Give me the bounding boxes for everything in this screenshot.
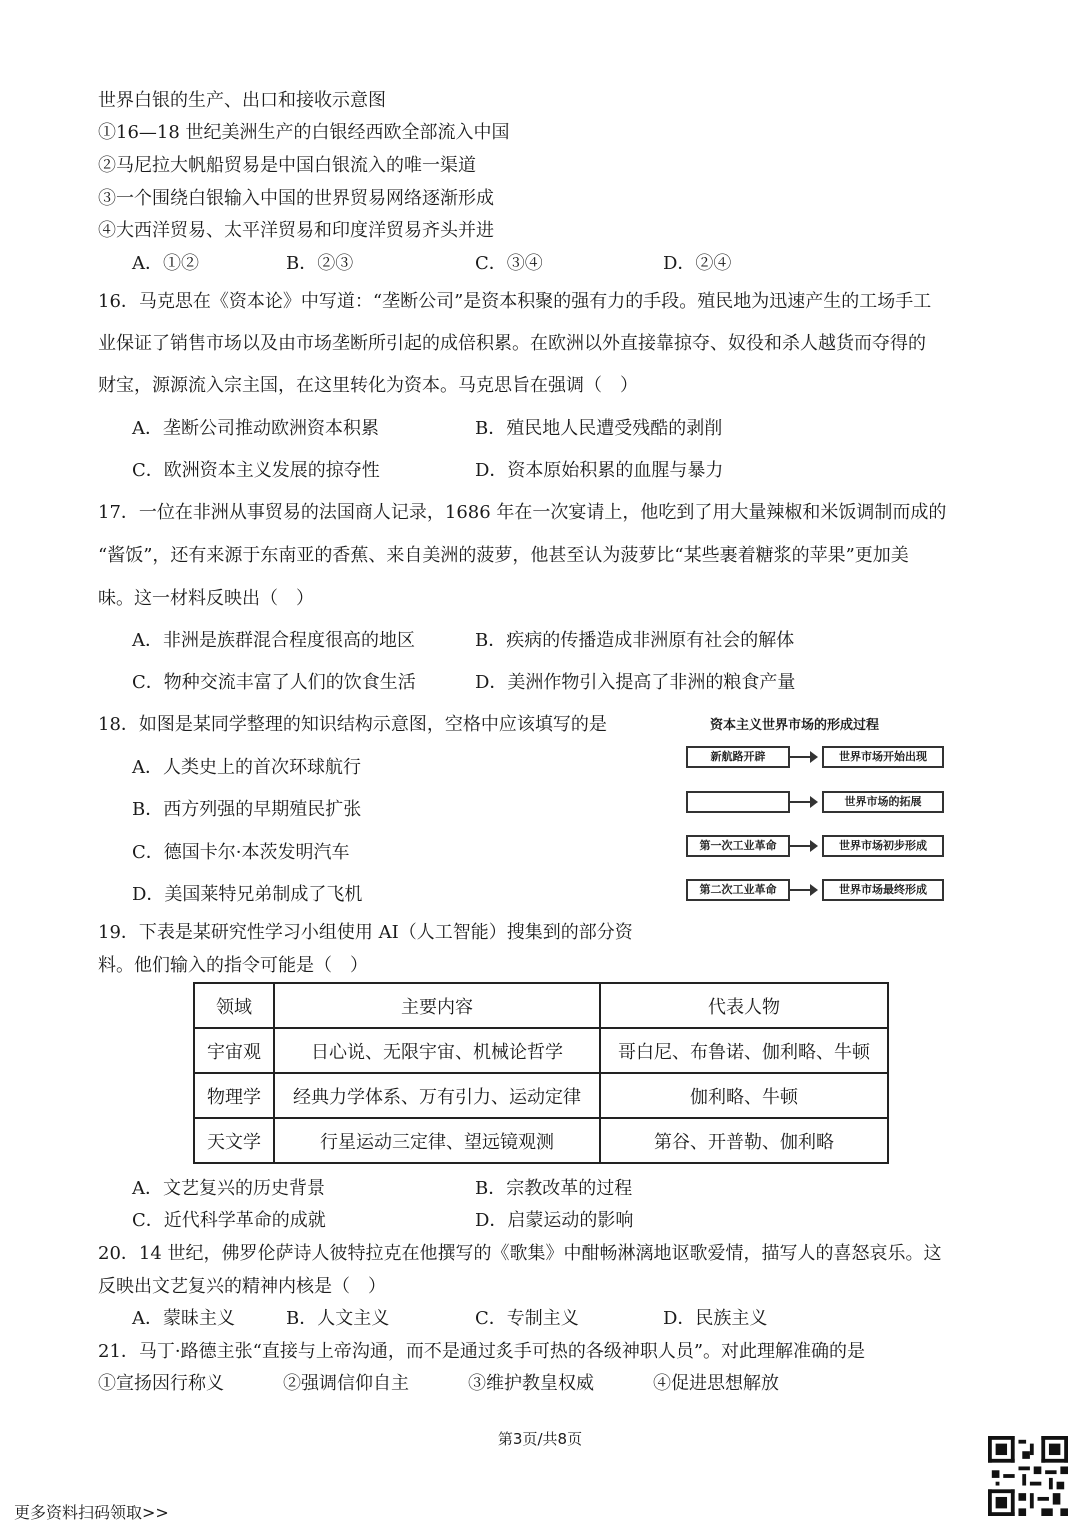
q21-item-4: ④促进思想解放 [653,1373,779,1394]
q19-option-b[interactable]: B．宗教改革的过程 [475,1178,633,1199]
table-cell: 日心说、无限宇宙、机械论哲学 [274,1028,600,1073]
q15-item-1: ①16—18 世纪美洲生产的白银经西欧全部流入中国 [98,122,510,143]
qr-code-icon[interactable] [988,1436,1068,1516]
diagram-right-box-2: 世界市场的拓展 [822,791,944,813]
q19-option-d[interactable]: D．启蒙运动的影响 [475,1210,634,1231]
q19-option-a[interactable]: A．文艺复兴的历史背景 [132,1178,325,1199]
q15-item-4: ④大西洋贸易、太平洋贸易和印度洋贸易齐头并进 [98,220,494,241]
q16-option-d[interactable]: D．资本原始积累的血腥与暴力 [475,460,724,481]
diagram-right-box-4: 世界市场最终形成 [822,879,944,901]
q20-option-a[interactable]: A．蒙昧主义 [132,1308,235,1329]
q15-option-b[interactable]: B．②③ [286,253,354,274]
q21-stem: 21．马丁·路德主张“直接与上帝沟通，而不是通过炙手可热的各级神职人员”。对此理解准确的是 [98,1341,866,1362]
q17-stem-line-1: 17．一位在非洲从事贸易的法国商人记录，1686 年在一次宴请上，他吃到了用大量辣椒和米饭调制而成的 [98,502,947,523]
q17-option-d[interactable]: D．美洲作物引入提高了非洲的粮食产量 [475,672,796,693]
table-header-cell: 代表人物 [600,983,888,1028]
q15-option-d[interactable]: D．②④ [663,253,732,274]
table-header-cell: 领域 [194,983,274,1028]
q20-option-d[interactable]: D．民族主义 [663,1308,768,1329]
promo-link[interactable]: 更多资料扫码领取>> [14,1503,169,1522]
diagram-left-box-3: 第一次工业革命 [686,835,790,857]
diagram-left-box-4: 第二次工业革命 [686,879,790,901]
q20-stem-line-1: 20．14 世纪，佛罗伦萨诗人彼特拉克在他撰写的《歌集》中酣畅淋漓地讴歌爱情，描写人的喜怒哀乐。这 [98,1243,942,1264]
q16-stem-line-1: 16．马克思在《资本论》中写道：“垄断公司”是资本积聚的强有力的手段。殖民地为迅速产生的工场手工 [98,291,932,312]
table-cell: 行星运动三定律、望远镜观测 [274,1118,600,1163]
table-cell: 伽利略、牛顿 [600,1073,888,1118]
q17-option-c[interactable]: C．物种交流丰富了人们的饮食生活 [132,672,416,693]
q15-option-c[interactable]: C．③④ [475,253,543,274]
q20-option-c[interactable]: C．专制主义 [475,1308,579,1329]
q16-stem-line-2: 业保证了销售市场以及由市场垄断所引起的成倍积累。在欧洲以外直接靠掠夺、奴役和杀人越货而夺得的 [98,333,926,354]
knowledge-structure-diagram [680,714,950,904]
q15-item-3: ③一个围绕白银输入中国的世界贸易网络逐渐形成 [98,188,494,209]
table-row [194,1118,888,1163]
table-cell: 天文学 [194,1118,274,1163]
q18-option-d[interactable]: D．美国莱特兄弟制成了飞机 [132,884,363,905]
diagram-arrow-2 [788,801,812,803]
q16-option-a[interactable]: A．垄断公司推动欧洲资本积累 [132,418,379,439]
q17-option-a[interactable]: A．非洲是族群混合程度很高的地区 [132,630,415,651]
table-header-row [194,983,888,1028]
q19-table [193,982,889,1164]
q16-stem-line-3: 财宝，源源流入宗主国，在这里转化为资本。马克思旨在强调（ ） [98,375,638,396]
table-cell: 物理学 [194,1073,274,1118]
q15-item-2: ②马尼拉大帆船贸易是中国白银流入的唯一渠道 [98,155,476,176]
table-cell: 哥白尼、布鲁诺、伽利略、牛顿 [600,1028,888,1073]
table-row [194,1028,888,1073]
page-number: 第3页/共8页 [497,1430,583,1448]
q17-stem-line-2: “酱饭”，还有来源于东南亚的香蕉、来自美洲的菠萝，他甚至认为菠萝比“某些裹着糖浆的苹果”更加美 [98,545,909,566]
diagram-arrow-3 [788,845,812,847]
q18-option-a[interactable]: A．人类史上的首次环球航行 [132,757,361,778]
q15-option-a[interactable]: A．①② [132,253,199,274]
q17-option-b[interactable]: B．疾病的传播造成非洲原有社会的解体 [475,630,795,651]
diagram-right-box-1: 世界市场开始出现 [822,746,944,768]
diagram-arrow-4 [788,889,812,891]
q21-item-1: ①宣扬因行称义 [98,1373,224,1394]
table-cell: 宇宙观 [194,1028,274,1073]
q19-stem-line-1: 19．下表是某研究性学习小组使用 AI（人工智能）搜集到的部分资 [98,922,633,943]
diagram-right-box-3: 世界市场初步形成 [822,835,944,857]
q18-stem: 18．如图是某同学整理的知识结构示意图，空格中应该填写的是 [98,714,607,735]
diagram-title: 资本主义世界市场的形成过程 [710,718,880,733]
table-cell: 第谷、开普勒、伽利略 [600,1118,888,1163]
diagram-arrow-1 [788,756,812,758]
figure-caption: 世界白银的生产、出口和接收示意图 [98,90,386,111]
q21-item-3: ③维护教皇权威 [468,1373,594,1394]
table-row [194,1073,888,1118]
q18-option-c[interactable]: C．德国卡尔·本茨发明汽车 [132,842,350,863]
table-cell: 经典力学体系、万有引力、运动定律 [274,1073,600,1118]
q19-stem-line-2: 料。他们输入的指令可能是（ ） [98,955,368,976]
q20-option-b[interactable]: B．人文主义 [286,1308,390,1329]
q18-option-b[interactable]: B．西方列强的早期殖民扩张 [132,799,362,820]
q17-stem-line-3: 味。这一材料反映出（ ） [98,588,314,609]
q16-option-b[interactable]: B．殖民地人民遭受残酷的剥削 [475,418,723,439]
diagram-left-box-2-blank [686,791,790,813]
q20-stem-line-2: 反映出文艺复兴的精神内核是（ ） [98,1276,386,1297]
table-header-cell: 主要内容 [274,983,600,1028]
q21-item-2: ②强调信仰自主 [283,1373,409,1394]
q16-option-c[interactable]: C．欧洲资本主义发展的掠夺性 [132,460,380,481]
q19-option-c[interactable]: C．近代科学革命的成就 [132,1210,326,1231]
diagram-left-box-1: 新航路开辟 [686,746,790,768]
